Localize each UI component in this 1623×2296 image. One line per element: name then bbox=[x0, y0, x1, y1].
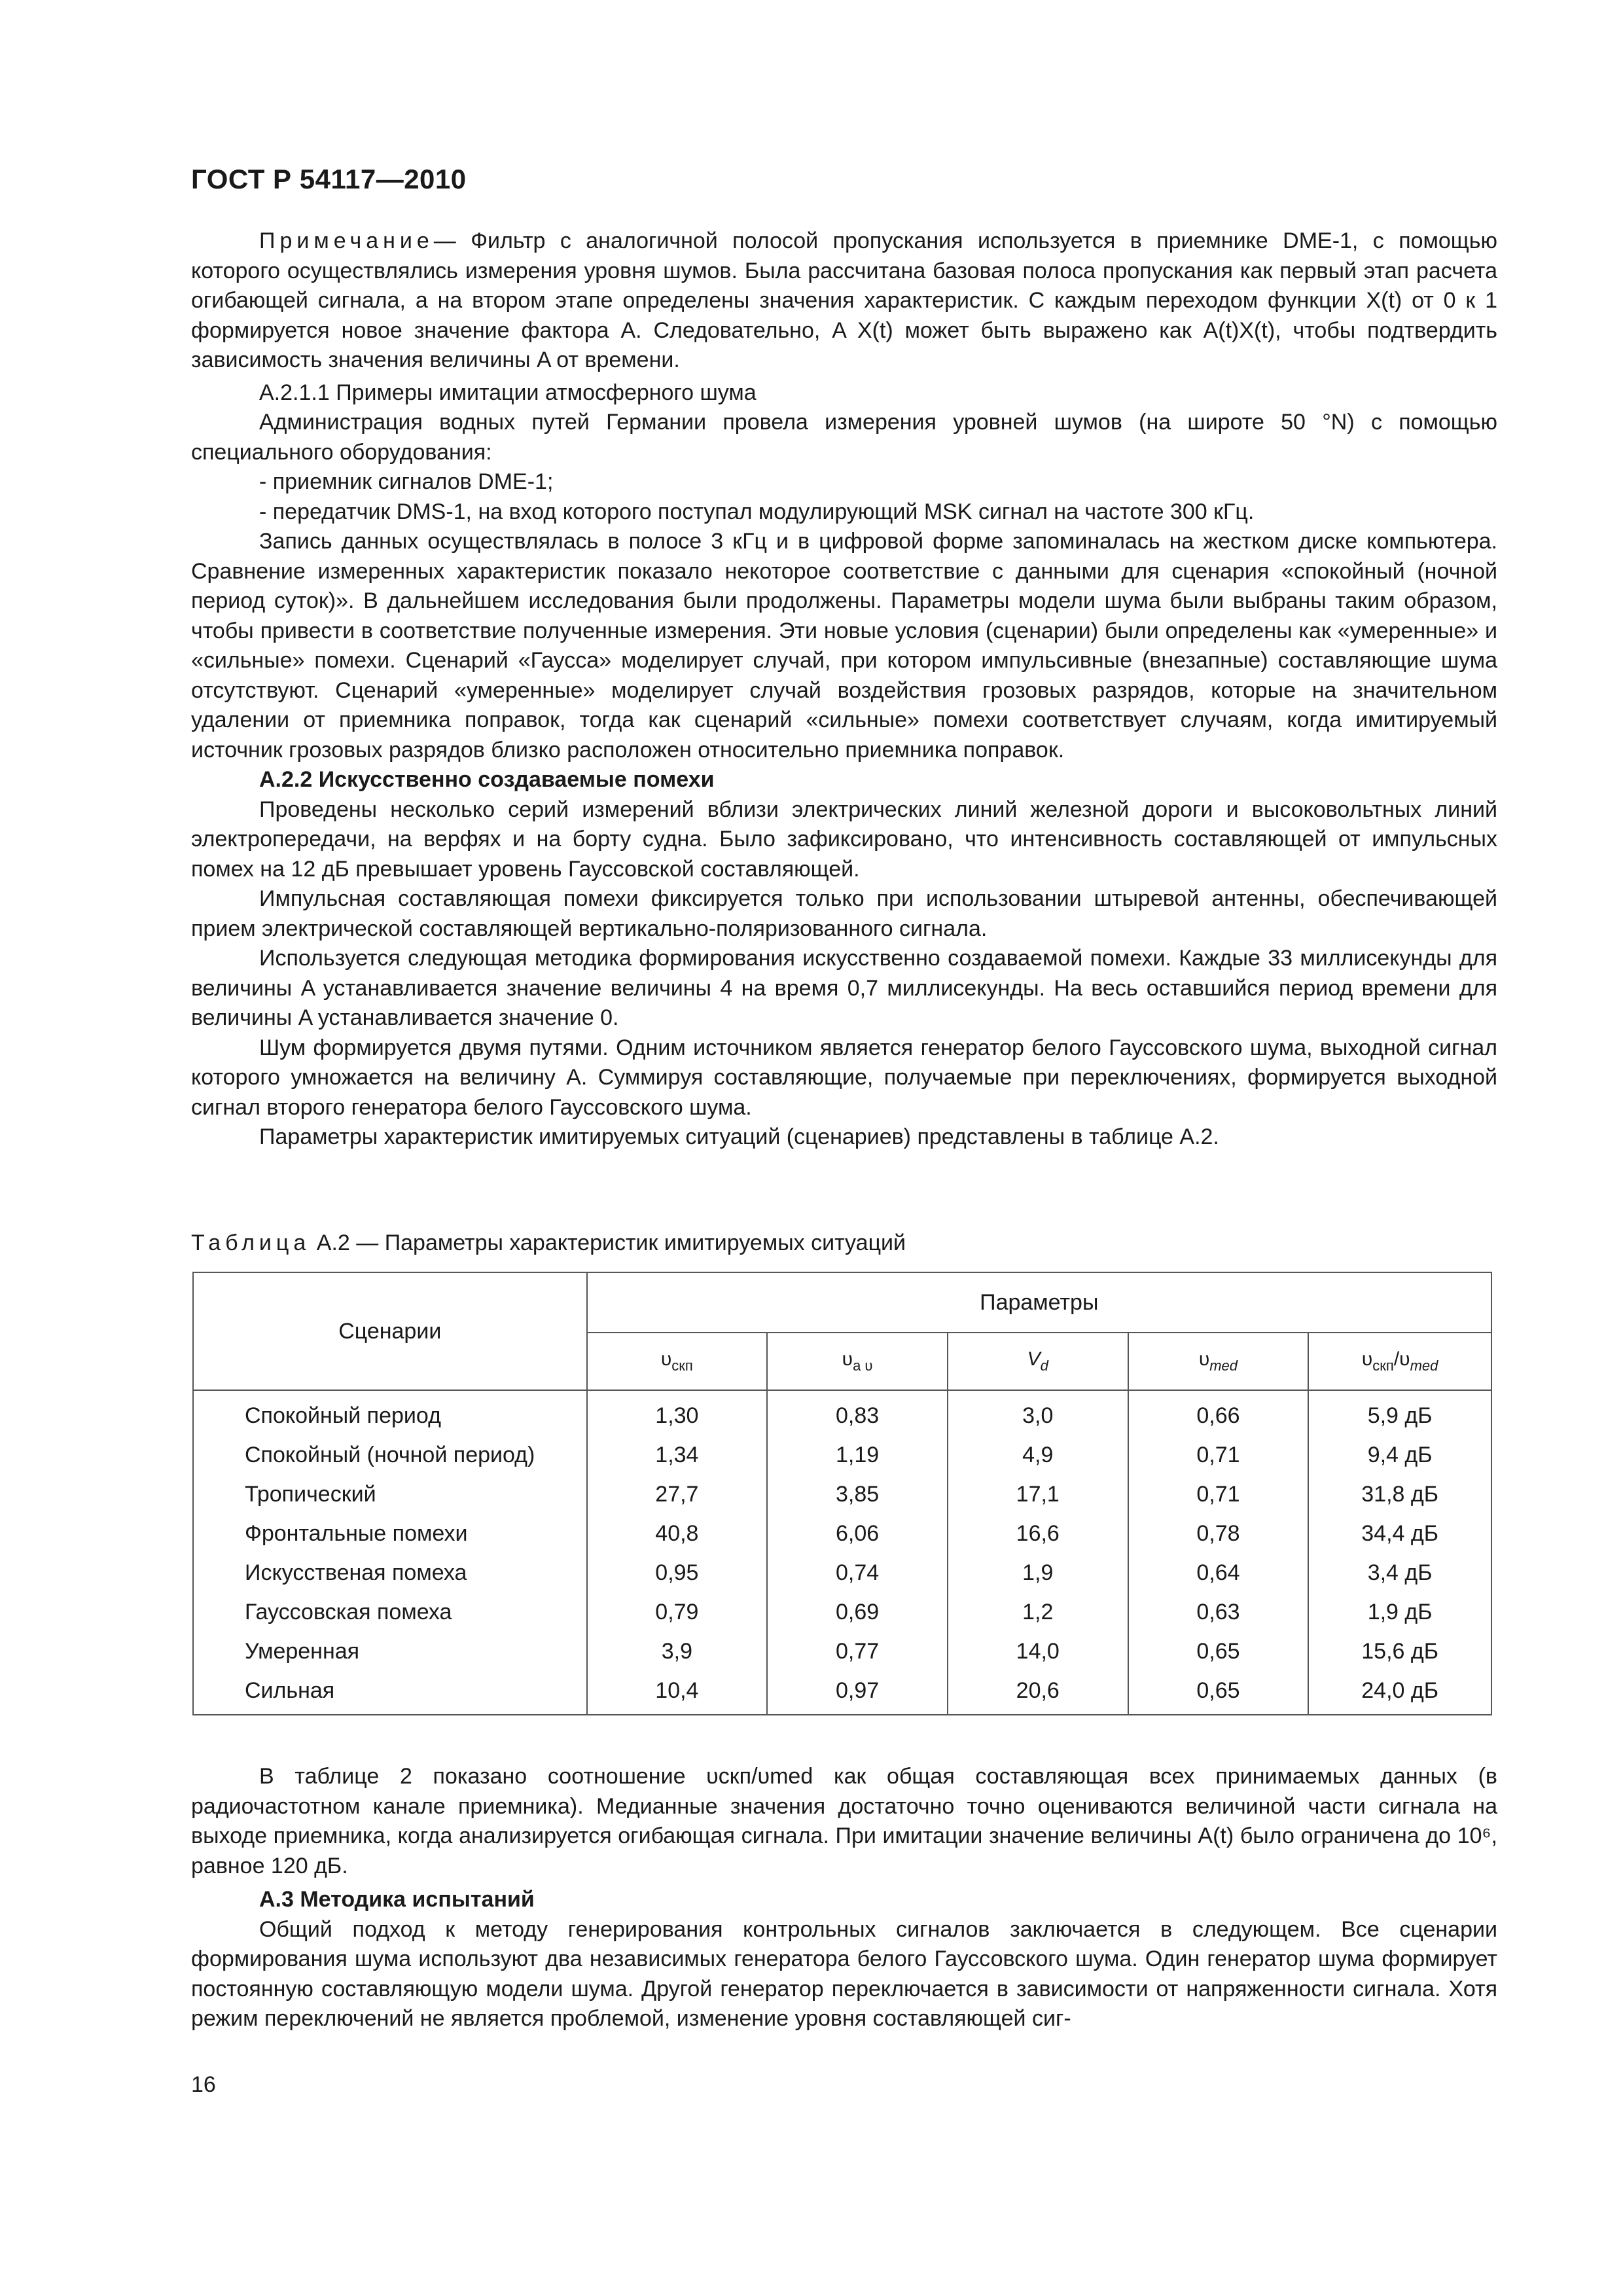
cell: 0,95 bbox=[587, 1553, 768, 1592]
cell: 0,78 bbox=[1128, 1514, 1309, 1553]
cell: 14,0 bbox=[948, 1632, 1128, 1671]
cell: 16,6 bbox=[948, 1514, 1128, 1553]
document-header: ГОСТ Р 54117—2010 bbox=[191, 164, 467, 194]
table-row bbox=[193, 1592, 1491, 1632]
table-row bbox=[193, 1553, 1491, 1592]
cell: 3,9 bbox=[587, 1632, 768, 1671]
row-name: Сильная bbox=[193, 1671, 587, 1715]
subsection-title-a211: А.2.1.1 Примеры имитации атмосферного шума bbox=[259, 380, 757, 405]
header-v-a: $\upsilon_{a \upsilon}$ bbox=[767, 1333, 948, 1390]
header-scenarios: Сценарии bbox=[193, 1272, 587, 1390]
cell: 3,0 bbox=[948, 1390, 1128, 1435]
list-item: - передатчик DMS-1, на вход которого поступал модулирующий MSK сигнал на частоте 300 кГц. bbox=[259, 499, 1255, 524]
a22-paragraph: Параметры характеристик имитируемых ситуаций (сценариев) представлены в таблице А.2. bbox=[259, 1124, 1219, 1149]
a22-paragraph: Используется следующая методика формирования искусственно создаваемой помехи. Каждые 33 миллисекунды для величины A устанавливается значение величины 4 на время 0,7 миллисекунды. На весь оставшийся период времени для величины A устанавливается значение 0. bbox=[191, 946, 1497, 1030]
parameters-table bbox=[192, 1272, 1492, 1715]
cell: 0,79 bbox=[587, 1592, 768, 1632]
cell: 24,0 дБ bbox=[1308, 1671, 1491, 1715]
cell: 0,71 bbox=[1128, 1435, 1309, 1475]
table-row bbox=[193, 1390, 1491, 1435]
upper-text bbox=[191, 226, 1497, 1153]
table-row bbox=[193, 1514, 1491, 1553]
cell: 0,69 bbox=[767, 1592, 948, 1632]
row-name: Искусственая помеха bbox=[193, 1553, 587, 1592]
cell: 31,8 дБ bbox=[1308, 1475, 1491, 1514]
a211-intro: Администрация водных путей Германии провела измерения уровней шумов (на широте 50 °N) с помощью специального оборудования: bbox=[191, 410, 1497, 465]
cell: 0,97 bbox=[767, 1671, 948, 1715]
cell: 0,71 bbox=[1128, 1475, 1309, 1514]
note-prefix: Примечание bbox=[259, 228, 434, 253]
cell: 15,6 дБ bbox=[1308, 1632, 1491, 1671]
section-heading-a3: А.3 Методика испытаний bbox=[259, 1887, 535, 1912]
row-name: Спокойный (ночной период) bbox=[193, 1435, 587, 1475]
cell: 0,83 bbox=[767, 1390, 948, 1435]
cell: 0,66 bbox=[1128, 1390, 1309, 1435]
cell: 10,4 bbox=[587, 1671, 768, 1715]
row-name: Спокойный период bbox=[193, 1390, 587, 1435]
cell: 17,1 bbox=[948, 1475, 1128, 1514]
note-paragraph bbox=[191, 226, 1497, 376]
cell: 3,85 bbox=[767, 1475, 948, 1514]
cell: 3,4 дБ bbox=[1308, 1553, 1491, 1592]
table-caption bbox=[191, 1229, 906, 1258]
cell: 27,7 bbox=[587, 1475, 768, 1514]
a22-paragraph: Шум формируется двумя путями. Одним источником является генератор белого Гауссовского шума, выходной сигнал которого умножается на величину A. Суммируя составляющие, получаемые при переключениях, формируется выходной сигнал второго генератора белого Гауссовского шума. bbox=[191, 1035, 1497, 1120]
cell: 0,74 bbox=[767, 1553, 948, 1592]
table-caption-text: А.2 — Параметры характеристик имитируемых ситуаций bbox=[316, 1230, 906, 1255]
cell: 40,8 bbox=[587, 1514, 768, 1553]
table-row bbox=[193, 1632, 1491, 1671]
lower-text bbox=[191, 1762, 1497, 2034]
a3-paragraph: Общий подход к методу генерирования контрольных сигналов заключается в следующем. Все сценарии формирования шума используют два независимых генератора белого Гауссовского шума. Один генератор шума формирует постоянную составляющую модели шума. Другой генератор переключается в зависимости от напряженности сигнала. Хотя режим переключений не является проблемой, изменение уровня составляющей сиг- bbox=[191, 1916, 1497, 2031]
cell: 0,64 bbox=[1128, 1553, 1309, 1592]
note-text: — Фильтр с аналогичной полосой пропускания используется в приемнике DME-1, с помощью которого осуществлялись измерения уровня шумов. Была рассчитана базовая полоса пропускания как первый этап расчета огибающей сигнала, а на втором этапе определены значения характеристик. С каждым переходом функции X(t) от 0 к 1 формируется новое значение фактора A. Следовательно, A X(t) может быть выражено как A(t)X(t), чтобы подтвердить зависимость значения величины A от времени. bbox=[191, 228, 1497, 372]
cell: 1,34 bbox=[587, 1435, 768, 1475]
row-name: Фронтальные помехи bbox=[193, 1514, 587, 1553]
row-name: Гауссовская помеха bbox=[193, 1592, 587, 1632]
cell: 0,65 bbox=[1128, 1671, 1309, 1715]
cell: 20,6 bbox=[948, 1671, 1128, 1715]
section-heading-a22: А.2.2 Искусственно создаваемые помехи bbox=[259, 767, 715, 792]
list-item: - приемник сигналов DME-1; bbox=[259, 469, 554, 494]
cell: 9,4 дБ bbox=[1308, 1435, 1491, 1475]
cell: 0,65 bbox=[1128, 1632, 1309, 1671]
a211-body: Запись данных осуществлялась в полосе 3 кГц и в цифровой форме запоминалась на жестком диске компьютера. Сравнение измеренных характеристик показало некоторое соответствие с данными для сценария «спокойный (ночной период суток)». В дальнейшем исследования были продолжены. Параметры модели шума были выбраны таким образом, чтобы привести в соответствие полученные измерения. Эти новые условия (сценарии) были определены как «умеренные» и «сильные» помехи. Сценарий «Гаусса» моделирует случай, при котором импульсивные (внезапные) составляющие шума отсутствуют. Сценарий «умеренные» моделирует случай воздействия грозовых разрядов, которые на значительном удалении от приемника поправок, тогда как сценарий «сильные» помехи соответствует случаям, когда имитируемый источник грозовых разрядов близко расположен относительно приемника поправок. bbox=[191, 529, 1497, 762]
a22-paragraph: Проведены несколько серий измерений вблизи электрических линий железной дороги и высоковольтных линий электропередачи, на верфях и на борту судна. Было зафиксировано, что интенсивность составляющей от импульсных помех на 12 дБ превышает уровень Гауссовской составляющей. bbox=[191, 797, 1497, 882]
row-name: Умеренная bbox=[193, 1632, 587, 1671]
header-parameters: Параметры bbox=[587, 1272, 1491, 1333]
cell: 34,4 дБ bbox=[1308, 1514, 1491, 1553]
cell: 1,19 bbox=[767, 1435, 948, 1475]
cell: 6,06 bbox=[767, 1514, 948, 1553]
table-caption-prefix: Таблица bbox=[191, 1230, 311, 1255]
header-v-skp: $\upsilon_{скп}$ bbox=[587, 1333, 768, 1390]
cell: 1,2 bbox=[948, 1592, 1128, 1632]
cell: 5,9 дБ bbox=[1308, 1390, 1491, 1435]
header-v-med: $\upsilon_{med}$ bbox=[1128, 1333, 1309, 1390]
header-vd: $V_d$ bbox=[948, 1333, 1128, 1390]
table-row bbox=[193, 1671, 1491, 1715]
cell: 1,9 дБ bbox=[1308, 1592, 1491, 1632]
a22-paragraph: Импульсная составляющая помехи фиксируется только при использовании штыревой антенны, обеспечивающей прием электрической составляющей вертикально-поляризованного сигнала. bbox=[191, 886, 1497, 941]
cell: 1,9 bbox=[948, 1553, 1128, 1592]
page-number: 16 bbox=[191, 2072, 216, 2097]
after-table-paragraph: В таблице 2 показано соотношение υскп/υmed как общая составляющая всех принимаемых данных (в радиочастотном канале приемника). Медианные значения достаточно точно оцениваются величиной части сигнала на выходе приемника, когда анализируется огибающая сигнала. При имитации значение величины A(t) было ограничена до 10⁶, равное 120 дБ. bbox=[191, 1764, 1497, 1878]
table-row bbox=[193, 1475, 1491, 1514]
cell: 4,9 bbox=[948, 1435, 1128, 1475]
table-row bbox=[193, 1435, 1491, 1475]
cell: 0,77 bbox=[767, 1632, 948, 1671]
cell: 0,63 bbox=[1128, 1592, 1309, 1632]
header-ratio: $\upsilon_{скп}/\upsilon_{med}$ bbox=[1308, 1333, 1491, 1390]
cell: 1,30 bbox=[587, 1390, 768, 1435]
row-name: Тропический bbox=[193, 1475, 587, 1514]
